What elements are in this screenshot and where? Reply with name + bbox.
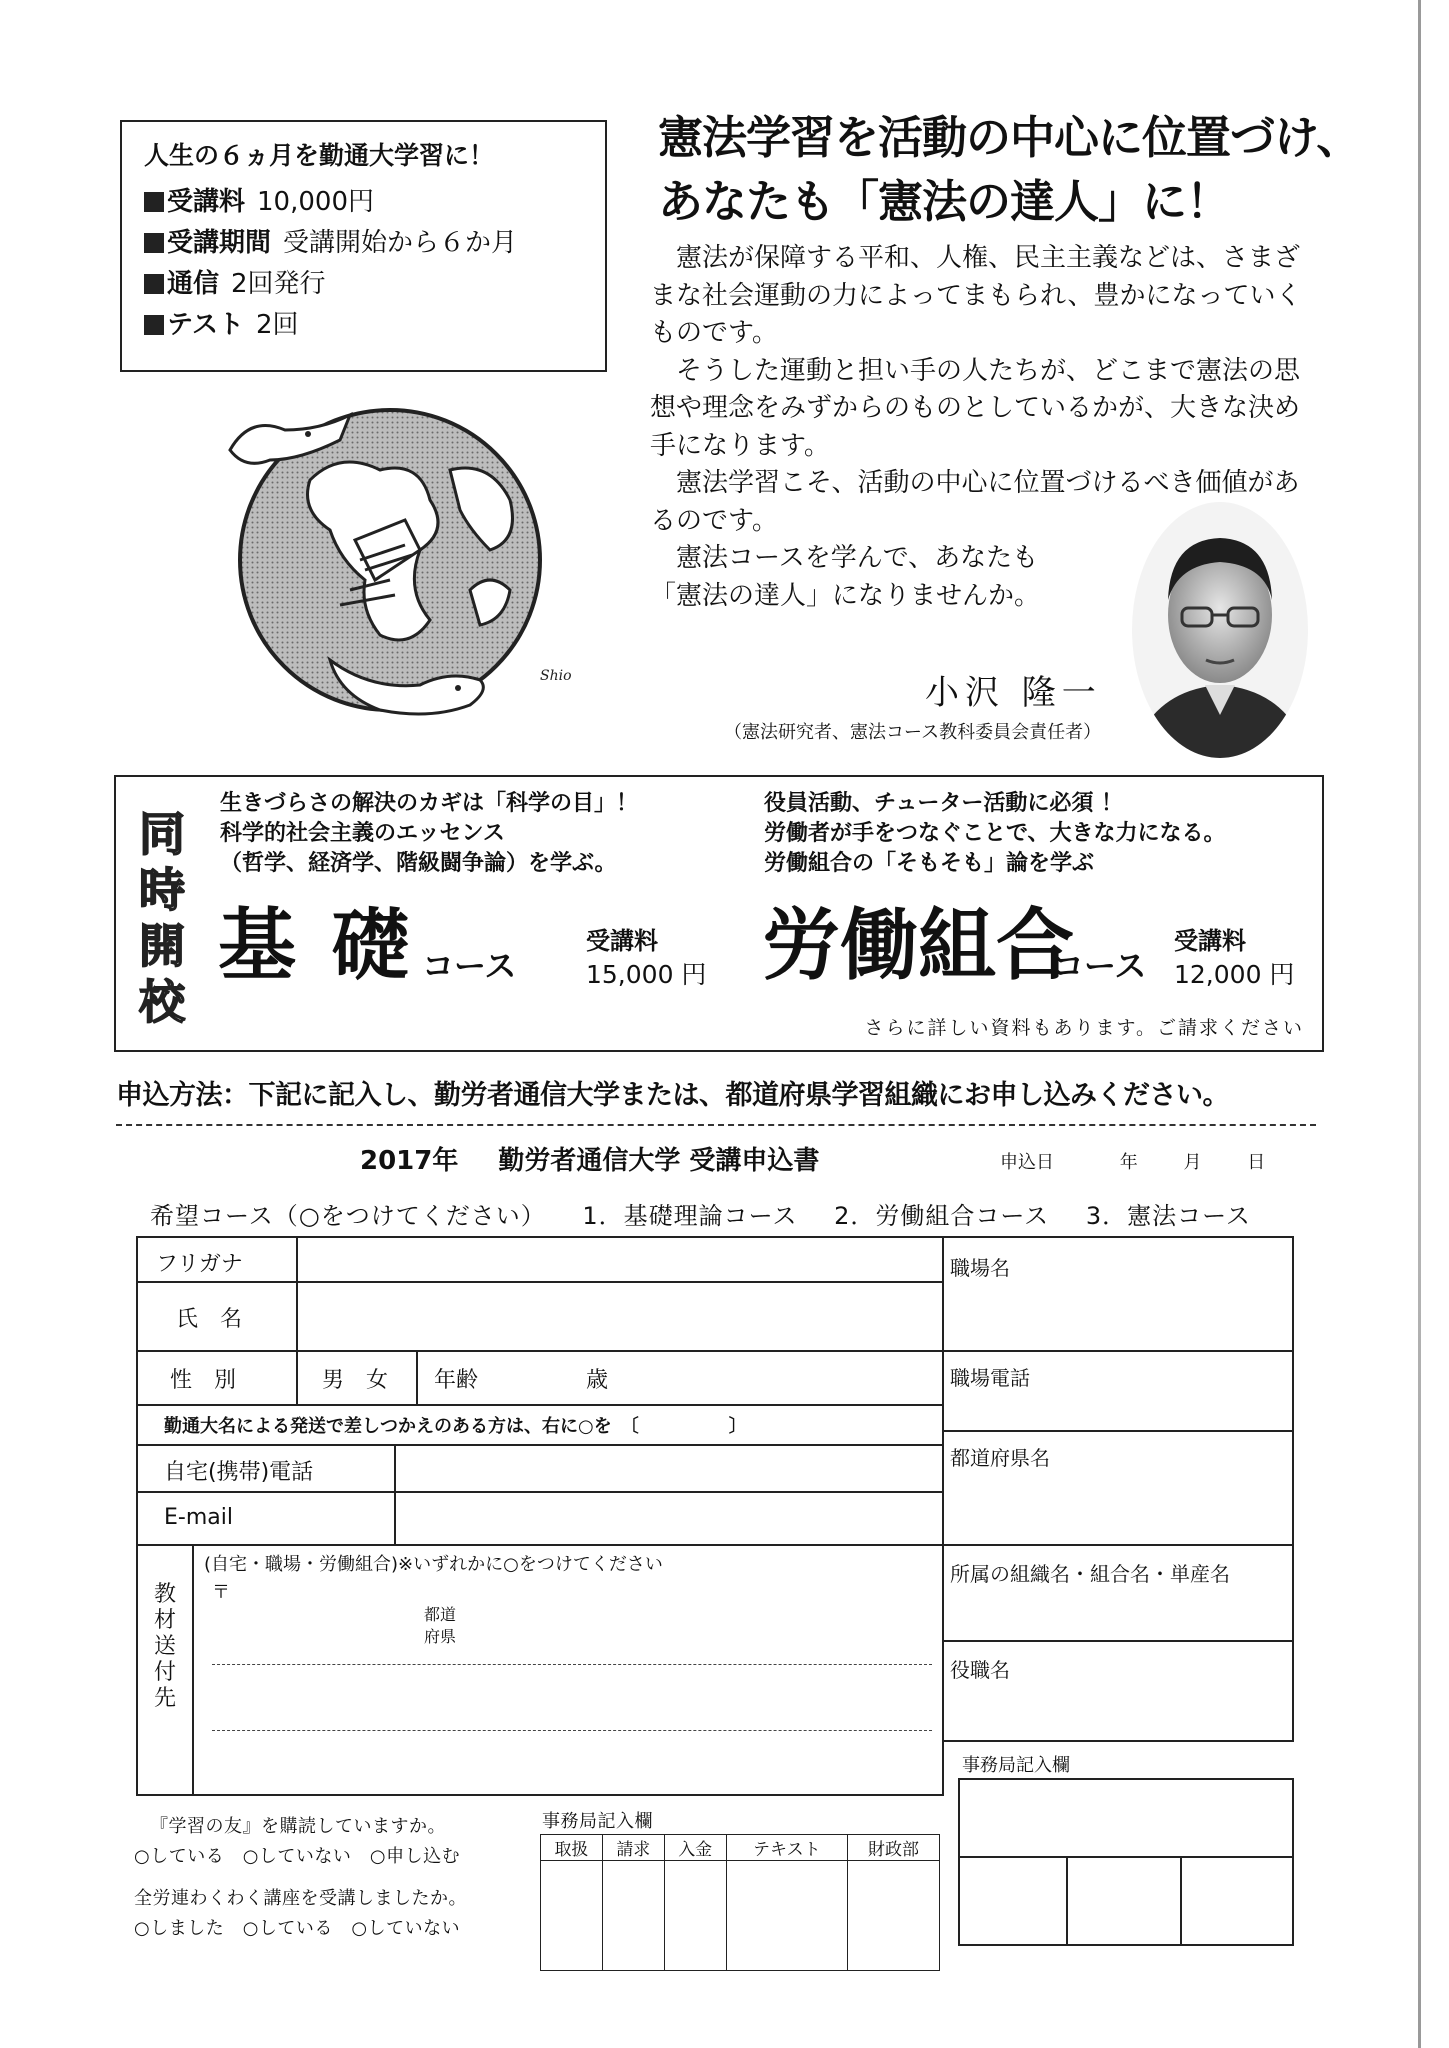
name-label: 氏 名 bbox=[176, 1307, 243, 1332]
info-headline: 人生の６ヵ月を勤通大学習に！ bbox=[144, 141, 495, 170]
stamp-char: 開 bbox=[139, 919, 185, 973]
office-use-table bbox=[540, 1834, 940, 1971]
position-label: 役職名 bbox=[950, 1658, 1010, 1682]
body-paragraph: そうした運動と担い手の人たちが、どこまで憲法の思想や理念をみずからのものとしているかが、大きな決め手になります。 bbox=[650, 355, 1301, 461]
office-col-header: 入金 bbox=[664, 1835, 726, 1861]
union-course-taglines bbox=[764, 789, 1226, 879]
more-docs-note: さらに詳しい資料もあります。ご請求ください bbox=[864, 1017, 1304, 1039]
prefecture-mark-1: 都道 bbox=[424, 1605, 457, 1624]
union-fee-label: 受講料 bbox=[1174, 927, 1246, 955]
tagline: 労働組合の「そもそも」論を学ぶ bbox=[764, 851, 1095, 876]
work-phone-field[interactable] bbox=[950, 1390, 1286, 1426]
home-phone-field[interactable] bbox=[408, 1452, 936, 1486]
basic-fee: 15,000 円 bbox=[586, 960, 707, 989]
gender-options[interactable]: 男 女 bbox=[322, 1368, 389, 1393]
body-paragraph: 「憲法の達人」になりませんか。 bbox=[650, 580, 1041, 611]
illustration-signature: Shio bbox=[540, 668, 572, 684]
info-label: 受講料 bbox=[167, 187, 246, 217]
tagline: （哲学、経済学、階級闘争論）を学ぶ。 bbox=[220, 851, 617, 876]
office-col-header: 請求 bbox=[602, 1835, 664, 1861]
info-value: 10,000円 bbox=[257, 187, 374, 217]
prefecture-mark-2: 府県 bbox=[424, 1627, 457, 1646]
info-label: 受講期間 bbox=[167, 228, 272, 258]
simultaneous-opening-stamp bbox=[138, 807, 188, 1031]
gakushu-answers[interactable]: ○している ○していない ○申し込む bbox=[134, 1846, 461, 1867]
work-phone-label: 職場電話 bbox=[950, 1366, 1030, 1390]
postal-mark: 〒 bbox=[212, 1582, 230, 1603]
organization-field[interactable] bbox=[950, 1586, 1286, 1636]
form-title bbox=[360, 1140, 819, 1177]
info-row-test bbox=[144, 305, 583, 346]
info-row-fee bbox=[144, 182, 583, 223]
office-cell[interactable] bbox=[726, 1861, 847, 1971]
tagline: 科学的社会主義のエッセンス bbox=[220, 821, 505, 846]
shipping-name-note[interactable]: 勤通大名による発送で差しつかえのある方は、右に○を 〔 〕 bbox=[164, 1416, 747, 1437]
tagline: 役員活動、チューター活動に必須 ！ bbox=[764, 791, 1124, 816]
basic-fee-label: 受講料 bbox=[586, 927, 658, 955]
apply-method: 申込方法：下記に記入し、勤労者通信大学または、都道府県学習組織にお申し込みください。 bbox=[116, 1080, 1229, 1111]
globe-dove-illustration bbox=[190, 390, 590, 730]
position-field[interactable] bbox=[950, 1682, 1286, 1736]
author-title: （憲法研究者、憲法コース教科委員会責任者） bbox=[724, 722, 1102, 743]
organization-label: 所属の組織名・組合名・単産名 bbox=[950, 1562, 1230, 1586]
office-col-header: テキスト bbox=[726, 1835, 847, 1861]
stamp-char: 同 bbox=[139, 807, 185, 861]
course-choice[interactable] bbox=[150, 1196, 1279, 1231]
date-day: 日 bbox=[1247, 1152, 1266, 1173]
body-paragraph: 憲法コースを学んで、あなたも bbox=[676, 543, 1039, 573]
shipping-hint: (自宅・職場・労働組合)※いずれかに○をつけてください bbox=[204, 1554, 663, 1575]
workplace-label: 職場名 bbox=[950, 1256, 1010, 1280]
date-year: 年 bbox=[1119, 1152, 1138, 1173]
age-label: 年齢 bbox=[434, 1368, 479, 1393]
info-label: 通信 bbox=[167, 269, 220, 299]
date-month: 月 bbox=[1183, 1152, 1202, 1173]
page-edge bbox=[1418, 0, 1421, 2048]
info-row-newsletter bbox=[144, 264, 583, 305]
tagline: 生きづらさの解決のカギは「科学の目」！ bbox=[220, 791, 639, 816]
email-field[interactable] bbox=[408, 1500, 936, 1538]
body-paragraph: 憲法が保障する平和、人権、民主主義などは、さまざまな社会運動の力によってまもられ、豊かになっていくものです。 bbox=[650, 243, 1302, 348]
info-value: 2回発行 bbox=[231, 269, 326, 299]
shipping-label-text: 教 材 送 付 先 bbox=[153, 1582, 176, 1711]
course-option[interactable]: 1．基礎理論コース bbox=[582, 1202, 798, 1230]
email-label: E-mail bbox=[164, 1505, 233, 1530]
prefecture-field[interactable] bbox=[950, 1470, 1286, 1540]
stamp-char: 時 bbox=[139, 863, 185, 917]
union-course-suffix: コース bbox=[1052, 947, 1147, 985]
furigana-label: フリガナ bbox=[156, 1252, 243, 1277]
course-prompt: 希望コース（○をつけてください） bbox=[150, 1202, 546, 1230]
info-label: テスト bbox=[167, 310, 244, 340]
author-name: 小沢 隆一 bbox=[925, 673, 1102, 713]
office-col-header: 取扱 bbox=[541, 1835, 603, 1861]
basic-course-suffix: コース bbox=[422, 947, 517, 985]
union-fee: 12,000 円 bbox=[1174, 960, 1295, 989]
wakuwaku-answers[interactable]: ○しました ○している ○していない bbox=[134, 1918, 461, 1939]
form-main-title: 勤労者通信大学 受講申込書 bbox=[498, 1146, 820, 1176]
gakushu-question: 『学習の友』を購読していますか。 bbox=[150, 1816, 446, 1837]
office-use-label-right: 事務局記入欄 bbox=[962, 1755, 1070, 1776]
square-bullet-icon bbox=[144, 192, 164, 212]
cut-line bbox=[116, 1124, 1316, 1126]
age-unit: 歳 bbox=[586, 1368, 609, 1393]
course-option[interactable]: 3．憲法コース bbox=[1085, 1202, 1251, 1230]
course-info-box bbox=[120, 120, 607, 372]
shipping-address-field[interactable] bbox=[212, 1574, 932, 1784]
square-bullet-icon bbox=[144, 274, 164, 294]
info-value: 受講開始から６か月 bbox=[283, 228, 518, 258]
office-cell[interactable] bbox=[602, 1861, 664, 1971]
office-cell[interactable] bbox=[541, 1861, 603, 1971]
office-cell[interactable] bbox=[664, 1861, 726, 1971]
office-col-header: 財政部 bbox=[848, 1835, 940, 1861]
author-portrait bbox=[1130, 500, 1310, 760]
square-bullet-icon bbox=[144, 315, 164, 335]
basic-course-taglines bbox=[220, 789, 638, 879]
stamp-char: 校 bbox=[139, 975, 185, 1029]
square-bullet-icon bbox=[144, 233, 164, 253]
info-value: 2回 bbox=[255, 310, 299, 340]
workplace-field[interactable] bbox=[950, 1280, 1286, 1344]
headline-line: あなたも「憲法の達人」に！ bbox=[658, 175, 1231, 228]
name-field[interactable] bbox=[312, 1292, 932, 1342]
application-date bbox=[1000, 1148, 1265, 1174]
shipping-address-label bbox=[152, 1582, 178, 1712]
form-year: 2017年 bbox=[360, 1146, 459, 1176]
body-paragraph: 憲法学習こそ、活動の中心に位置づけるべき価値があるのです。 bbox=[650, 468, 1300, 536]
union-course-name: 労働組合 bbox=[762, 901, 1075, 991]
info-row-period bbox=[144, 223, 583, 264]
tagline: 労働者が手をつなぐことで、大きな力になる。 bbox=[764, 821, 1226, 846]
courses-box bbox=[114, 775, 1324, 1052]
office-cell[interactable] bbox=[848, 1861, 940, 1971]
prefecture-label: 都道府県名 bbox=[950, 1446, 1050, 1470]
wakuwaku-question: 全労連わくわく講座を受講しましたか。 bbox=[134, 1888, 467, 1909]
furigana-field[interactable] bbox=[312, 1245, 932, 1275]
home-phone-label: 自宅(携帯)電話 bbox=[164, 1460, 314, 1485]
gender-label: 性 別 bbox=[170, 1368, 237, 1393]
headline-line: 憲法学習を活動の中心に位置づけ、 bbox=[658, 111, 1361, 164]
course-option[interactable]: 2．労働組合コース bbox=[834, 1202, 1050, 1230]
main-headline bbox=[658, 106, 1360, 234]
basic-course-name: 基 礎 bbox=[218, 901, 414, 991]
date-label: 申込日 bbox=[1000, 1152, 1054, 1173]
office-use-label: 事務局記入欄 bbox=[542, 1811, 653, 1832]
